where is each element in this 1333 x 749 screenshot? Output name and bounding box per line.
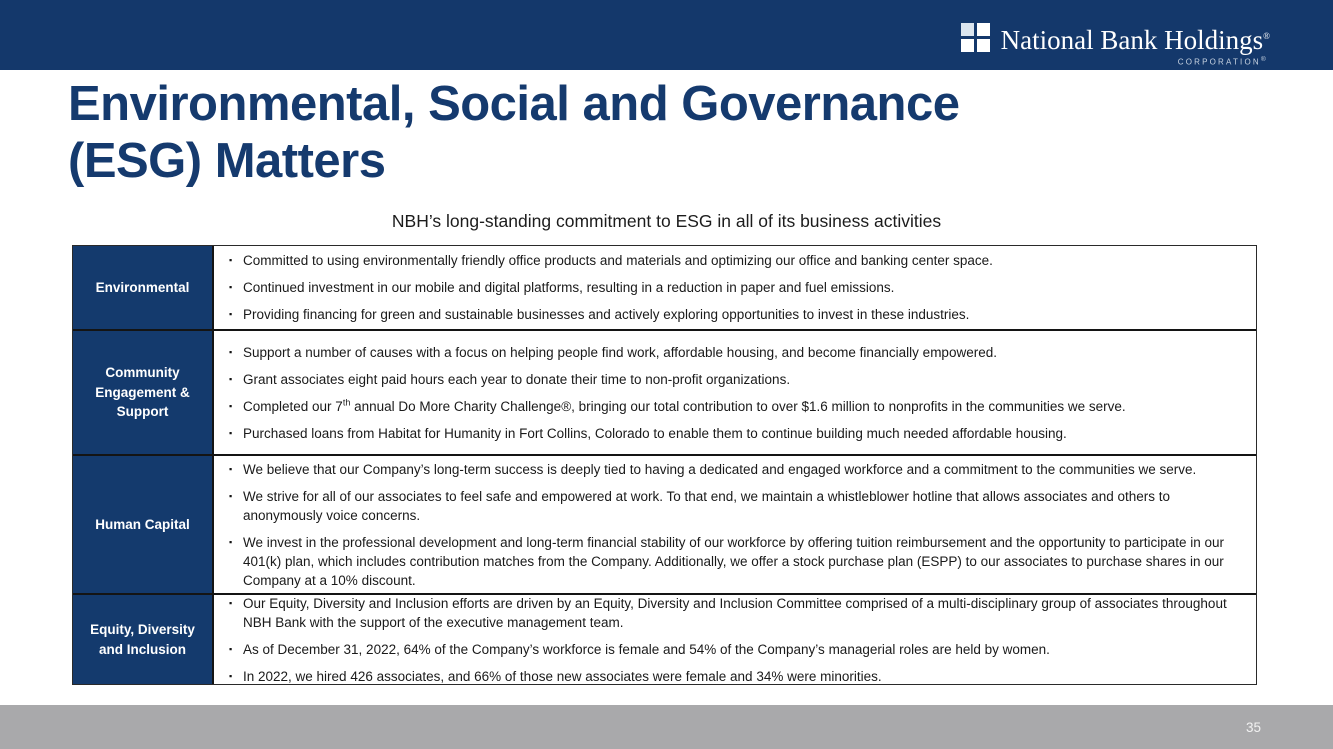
bullet-text: Providing financing for green and sustainable businesses and actively exploring opportunities to invest in these industries. bbox=[243, 307, 970, 322]
row-label: Equity, Diversity and Inclusion bbox=[73, 595, 214, 684]
registered-mark: ® bbox=[1263, 31, 1270, 41]
company-logo bbox=[961, 21, 1270, 67]
bullet-square-icon: ▪ bbox=[229, 536, 233, 547]
bullet-text: We believe that our Company’s long-term success is deeply tied to having a dedicated and engaged workforce and a commitment to the communities we serve. bbox=[243, 461, 1197, 477]
bullet-item bbox=[229, 370, 1238, 389]
bullet-text: Our Equity, Diversity and Inclusion efforts are driven by an Equity, Diversity and Inclusion Committee comprised of a multi-disciplinary group of associates throughout NBH Bank with the support of the executive management team. bbox=[243, 595, 1227, 630]
bullet-square-icon: ▪ bbox=[229, 255, 233, 265]
bullet-square-icon: ▪ bbox=[229, 597, 233, 608]
logo-pane bbox=[961, 39, 974, 52]
table-row bbox=[73, 329, 1256, 454]
bullet-square-icon: ▪ bbox=[229, 427, 233, 438]
page-number: 35 bbox=[1245, 719, 1261, 735]
bullet-text: Committed to using environmentally friendly office products and materials and optimizing our office and banking center space. bbox=[243, 253, 993, 268]
page-title-line1: Environmental, Social and Governance bbox=[68, 77, 960, 131]
row-content bbox=[214, 246, 1256, 329]
row-content bbox=[214, 456, 1256, 593]
bullet-text: In 2022, we hired 426 associates, and 66% of those new associates were female and 34% were minorities. bbox=[243, 668, 882, 684]
table-row bbox=[73, 593, 1256, 684]
page-title bbox=[68, 76, 1268, 190]
row-content bbox=[214, 595, 1256, 684]
bullet-square-icon: ▪ bbox=[229, 346, 233, 357]
bullet-text: Completed our 7th annual Do More Charity Challenge®, bringing our total contribution to over $1.6 million to nonprofits in the communities we serve. bbox=[243, 397, 1126, 414]
bullet-item bbox=[229, 251, 1238, 270]
page-title-line2: (ESG) Matters bbox=[68, 134, 386, 188]
bullet-text: We strive for all of our associates to feel safe and empowered at work. To that end, we maintain a whistleblower hotline that allows associates and others to anonymously voice concerns. bbox=[243, 488, 1170, 523]
bullet-text: Purchased loans from Habitat for Humanity in Fort Collins, Colorado to enable them to continue building much needed affordable housing. bbox=[243, 425, 1067, 441]
row-label: Environmental bbox=[73, 246, 214, 329]
esg-table bbox=[72, 245, 1257, 685]
bullet-text: Grant associates eight paid hours each year to donate their time to non-profit organizations. bbox=[243, 371, 791, 387]
bullet-text: Support a number of causes with a focus on helping people find work, affordable housing, and become financially empowered. bbox=[243, 344, 997, 360]
bullet-text: We invest in the professional development and long-term financial stability of our workforce by offering tuition reimbursement and the opportunity to participate in our 401(k) plan, which includes contribution matches from the Company. Additionally, we offer a stock purchase plan (ESPP) to our associates to purchase shares in our Company at a 10% discount. bbox=[243, 534, 1225, 588]
bullet-item bbox=[229, 533, 1238, 590]
bullet-square-icon: ▪ bbox=[229, 400, 233, 411]
bullet-item bbox=[229, 667, 1238, 686]
bullet-square-icon: ▪ bbox=[229, 490, 233, 501]
header-bar bbox=[0, 0, 1333, 70]
bullet-item bbox=[229, 460, 1238, 479]
bullet-square-icon: ▪ bbox=[229, 309, 233, 319]
bullet-text: Continued investment in our mobile and digital platforms, resulting in a reduction in paper and fuel emissions. bbox=[243, 280, 895, 295]
logo-corporation-label: CORPORATION® bbox=[1177, 56, 1268, 67]
row-label: Human Capital bbox=[73, 456, 214, 593]
registered-mark: ® bbox=[1260, 56, 1268, 63]
bullet-square-icon: ▪ bbox=[229, 463, 233, 474]
bullet-text: As of December 31, 2022, 64% of the Company’s workforce is female and 54% of the Company’s managerial roles are held by women. bbox=[243, 641, 1050, 657]
logo-company-name: National Bank Holdings® bbox=[1000, 25, 1270, 55]
table-row bbox=[73, 246, 1256, 329]
bullet-item bbox=[229, 640, 1238, 659]
footer-bar bbox=[0, 705, 1333, 749]
bullet-item bbox=[229, 278, 1238, 297]
bullet-square-icon: ▪ bbox=[229, 670, 233, 681]
bullet-item bbox=[229, 594, 1238, 632]
bullet-item bbox=[229, 487, 1238, 525]
logo-pane bbox=[977, 39, 990, 52]
table-row bbox=[73, 454, 1256, 593]
logo-pane bbox=[961, 23, 974, 36]
bullet-item bbox=[229, 397, 1238, 416]
window-panes-logo-icon bbox=[961, 23, 991, 53]
bullet-item bbox=[229, 343, 1238, 362]
bullet-item bbox=[229, 424, 1238, 443]
bullet-square-icon: ▪ bbox=[229, 282, 233, 292]
logo-pane bbox=[977, 23, 990, 36]
bullet-square-icon: ▪ bbox=[229, 643, 233, 654]
bullet-square-icon: ▪ bbox=[229, 373, 233, 384]
row-content bbox=[214, 331, 1256, 454]
row-label: Community Engagement & Support bbox=[73, 331, 214, 454]
slide-subtitle: NBH’s long-standing commitment to ESG in all of its business activities bbox=[391, 211, 942, 231]
bullet-item bbox=[229, 305, 1238, 324]
logo-text-block bbox=[1001, 21, 1270, 67]
